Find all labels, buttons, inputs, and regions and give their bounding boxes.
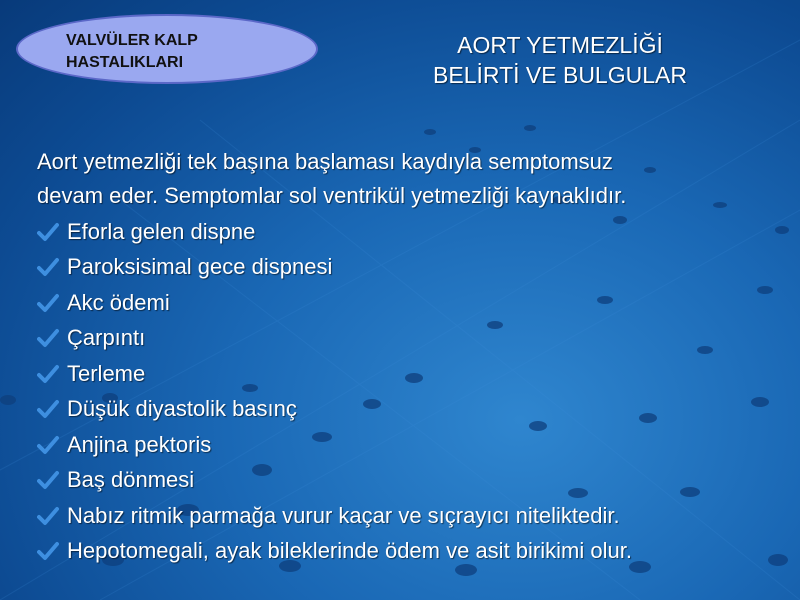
list-item-text: Eforla gelen dispne [67, 218, 256, 244]
list-item-text: Anjina pektoris [67, 431, 212, 457]
list-item [37, 321, 632, 357]
intro-line-2: devam eder. Semptomlar sol ventrikül yetmezliği kaynaklıdır. [37, 183, 627, 208]
list-item-text: Düşük diyastolik basınç [67, 396, 297, 422]
checkmark-icon [37, 469, 59, 491]
list-item [37, 463, 632, 499]
list-item [37, 356, 632, 392]
list-item [37, 250, 632, 286]
list-item [37, 534, 632, 570]
topic-badge-label: VALVÜLER KALP HASTALIKLARI [66, 32, 198, 71]
slide-title-line-1: AORT YETMEZLİĞİ [457, 32, 663, 58]
checkmark-icon [37, 363, 59, 385]
checkmark-icon [37, 292, 59, 314]
symptom-list [37, 214, 632, 569]
checkmark-icon [37, 434, 59, 456]
list-item-text: Baş dönmesi [67, 467, 195, 493]
list-item-text: Akc ödemi [67, 289, 170, 315]
list-item-text: Nabız ritmik parmağa vurur kaçar ve sıçrayıcı niteliktedir. [67, 502, 620, 528]
list-item [37, 498, 632, 534]
intro-line-1: Aort yetmezliği tek başına başlaması kaydıyla semptomsuz [37, 149, 613, 174]
list-item [37, 214, 632, 250]
list-item [37, 392, 632, 428]
list-item [37, 427, 632, 463]
intro-paragraph [37, 145, 797, 213]
list-item-text: Hepotomegali, ayak bileklerinde ödem ve asit birikimi olur. [67, 538, 632, 564]
list-item-text: Terleme [67, 360, 146, 386]
slide-title [380, 30, 740, 90]
slide-title-line-2: BELİRTİ VE BULGULAR [433, 62, 687, 88]
checkmark-icon [37, 540, 59, 562]
checkmark-icon [37, 327, 59, 349]
list-item [37, 285, 632, 321]
list-item-text: Paroksisimal gece dispnesi [67, 254, 333, 280]
checkmark-icon [37, 398, 59, 420]
list-item-text: Çarpıntı [67, 325, 146, 351]
checkmark-icon [37, 256, 59, 278]
checkmark-icon [37, 505, 59, 527]
checkmark-icon [37, 221, 59, 243]
